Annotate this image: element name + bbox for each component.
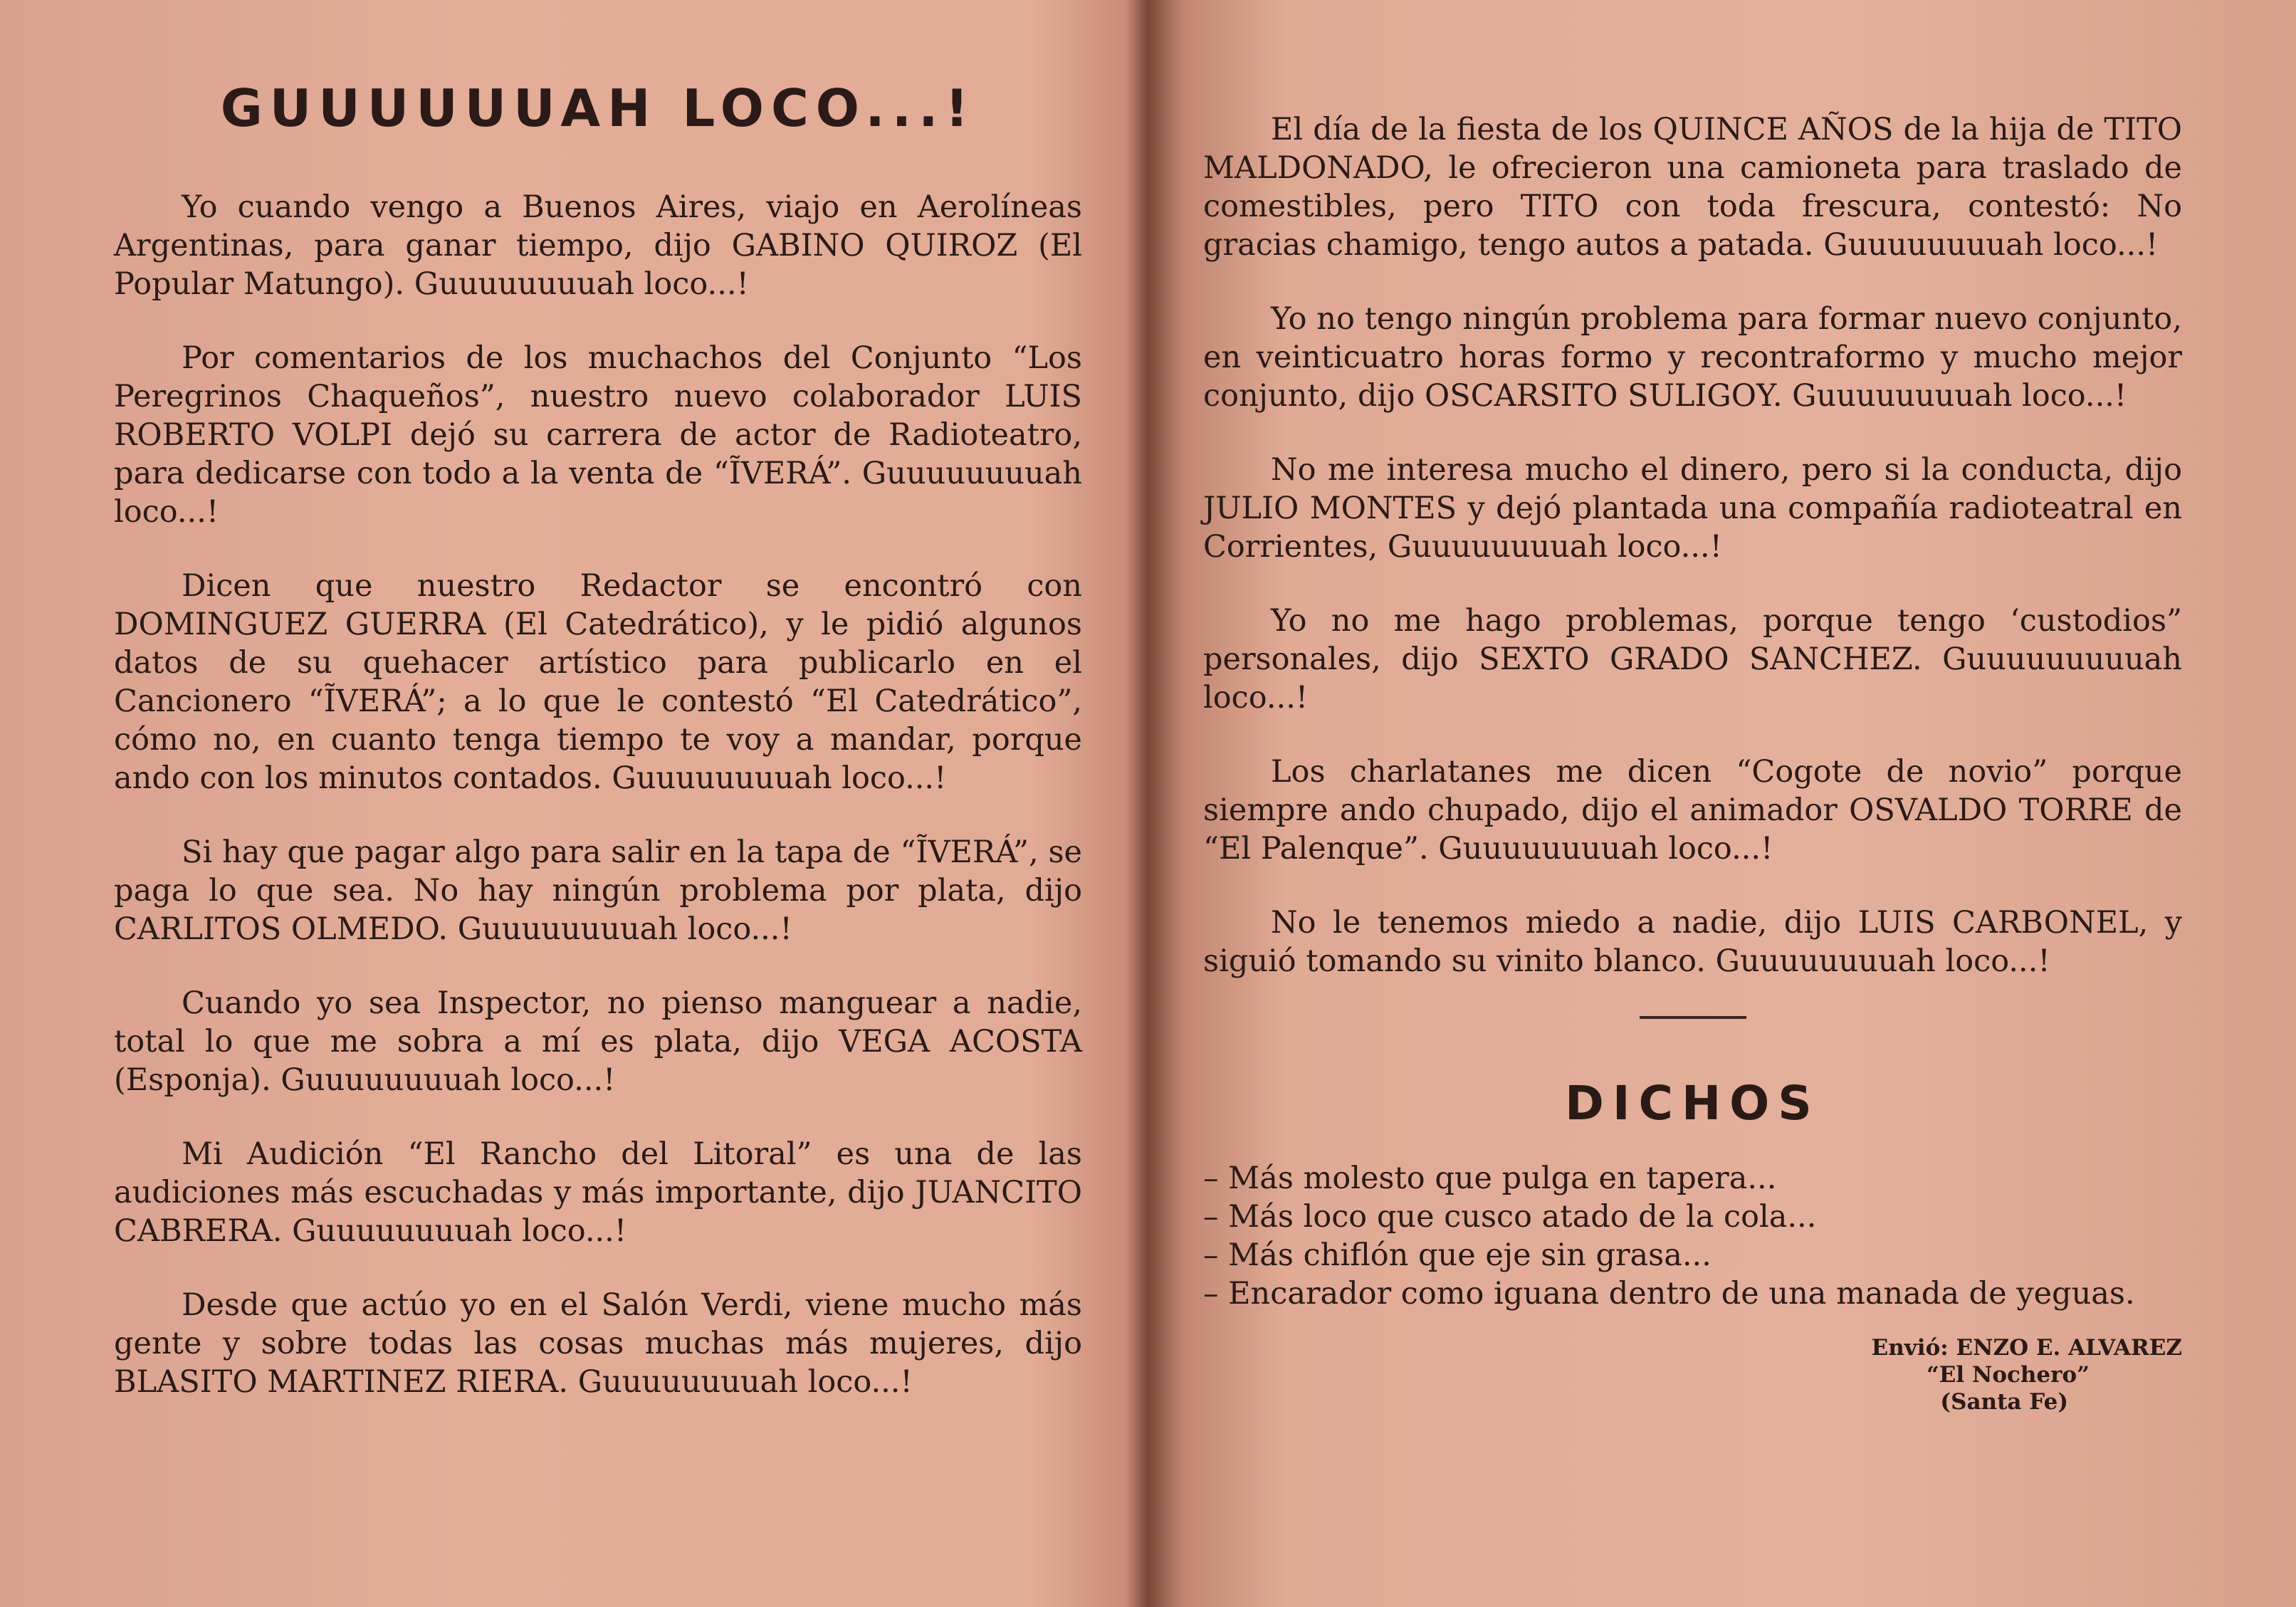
credit-nickname: “El Nochero”: [1926, 1362, 2090, 1388]
page-headline: GUUUUUUAH LOCO...!: [220, 78, 976, 138]
paragraph: El día de la fiesta de los QUINCE AÑOS de la hija de TITO MALDONADO, le ofrecieron una camioneta para traslado de comestibles, pero TITO con toda frescura, contestó: No gracias chamigo, tengo autos a patada. Guuuuuuuuah loco...!: [1203, 112, 2182, 263]
paragraph: Cuando yo sea Inspector, no pienso manguear a nadie, total lo que me sobra a mí es plata, dijo VEGA ACOSTA (Esponja). Guuuuuuuuah loco...!: [114, 985, 1082, 1098]
paragraph: Mi Audición “El Rancho del Litoral” es una de las audiciones más escuchadas y más importante, dijo JUANCITO CABRERA. Guuuuuuuuah loco...!: [114, 1136, 1082, 1249]
saying-item: – Encarador como iguana dentro de una manada de yeguas.: [1203, 1276, 2135, 1312]
paragraph: No me interesa mucho el dinero, pero si la conducta, dijo JULIO MONTES y dejó plantada una compañía radioteatral en Corrientes, Guuuuuuuuah loco...!: [1203, 452, 2182, 565]
paragraph: Dicen que nuestro Redactor se encontró con DOMINGUEZ GUERRA (El Catedrático), y le pidió algunos datos de su quehacer artístico para publicarlo en el Cancionero “ĨVERÁ”; a lo que le contestó “El Catedrático”, cómo no, en cuanto tenga tiempo te voy a mandar, porque ando con los minutos contados. Guuuuuuuuah loco...!: [114, 568, 1082, 796]
saying-item: – Más loco que cusco atado de la cola...: [1203, 1199, 1817, 1235]
paragraph: Yo cuando vengo a Buenos Aires, viajo en Aerolíneas Argentinas, para ganar tiempo, dijo GABINO QUIROZ (El Popular Matungo). Guuuuuuuuah loco...!: [114, 189, 1082, 302]
paragraph: Si hay que pagar algo para salir en la tapa de “ĨVERÁ”, se paga lo que sea. No hay ningún problema por plata, dijo CARLITOS OLMEDO. Guuuuuuuuah loco...!: [114, 834, 1082, 947]
paragraph: Desde que actúo yo en el Salón Verdi, viene mucho más gente y sobre todas las cosas muchas más mujeres, dijo BLASITO MARTINEZ RIERA. Guuuuuuuuah loco...!: [114, 1287, 1082, 1400]
credit-location: (Santa Fe): [1940, 1389, 2068, 1415]
saying-item: – Más molesto que pulga en tapera...: [1203, 1161, 1777, 1196]
dichos-heading: DICHOS: [1565, 1076, 1820, 1131]
paragraph: Yo no me hago problemas, porque tengo ‘custodios” personales, dijo SEXTO GRADO SANCHEZ. Guuuuuuuuuah loco...!: [1203, 603, 2182, 716]
paragraph: Por comentarios de los muchachos del Conjunto “Los Peregrinos Chaqueños”, nuestro nuevo colaborador LUIS ROBERTO VOLPI dejó su carrera de actor de Radioteatro, para dedicarse con todo a la venta de “ĨVERÁ”. Guuuuuuuuah loco...!: [114, 340, 1082, 530]
right-page: [1168, 0, 2296, 1607]
paragraph: No le tenemos miedo a nadie, dijo LUIS CARBONEL, y siguió tomando su vinito blanco. Guuuuuuuuah loco...!: [1203, 905, 2182, 979]
sender-credit: [1203, 1334, 2182, 1415]
section-divider: [1640, 1016, 1746, 1019]
paragraph: Los charlatanes me dicen “Cogote de novio” porque siempre ando chupado, dijo el animador OSVALDO TORRE de “El Palenque”. Guuuuuuuuah loco...!: [1203, 754, 2182, 867]
left-page: [0, 0, 1139, 1607]
paragraph: Yo no tengo ningún problema para formar nuevo conjunto, en veinticuatro horas formo y recontraformo y mucho mejor conjunto, dijo OSCARSITO SULIGOY. Guuuuuuuuah loco...!: [1203, 301, 2182, 414]
saying-item: – Más chiflón que eje sin grasa...: [1203, 1237, 1711, 1273]
credit-sender: Envió: ENZO E. ALVAREZ: [1871, 1335, 2182, 1361]
